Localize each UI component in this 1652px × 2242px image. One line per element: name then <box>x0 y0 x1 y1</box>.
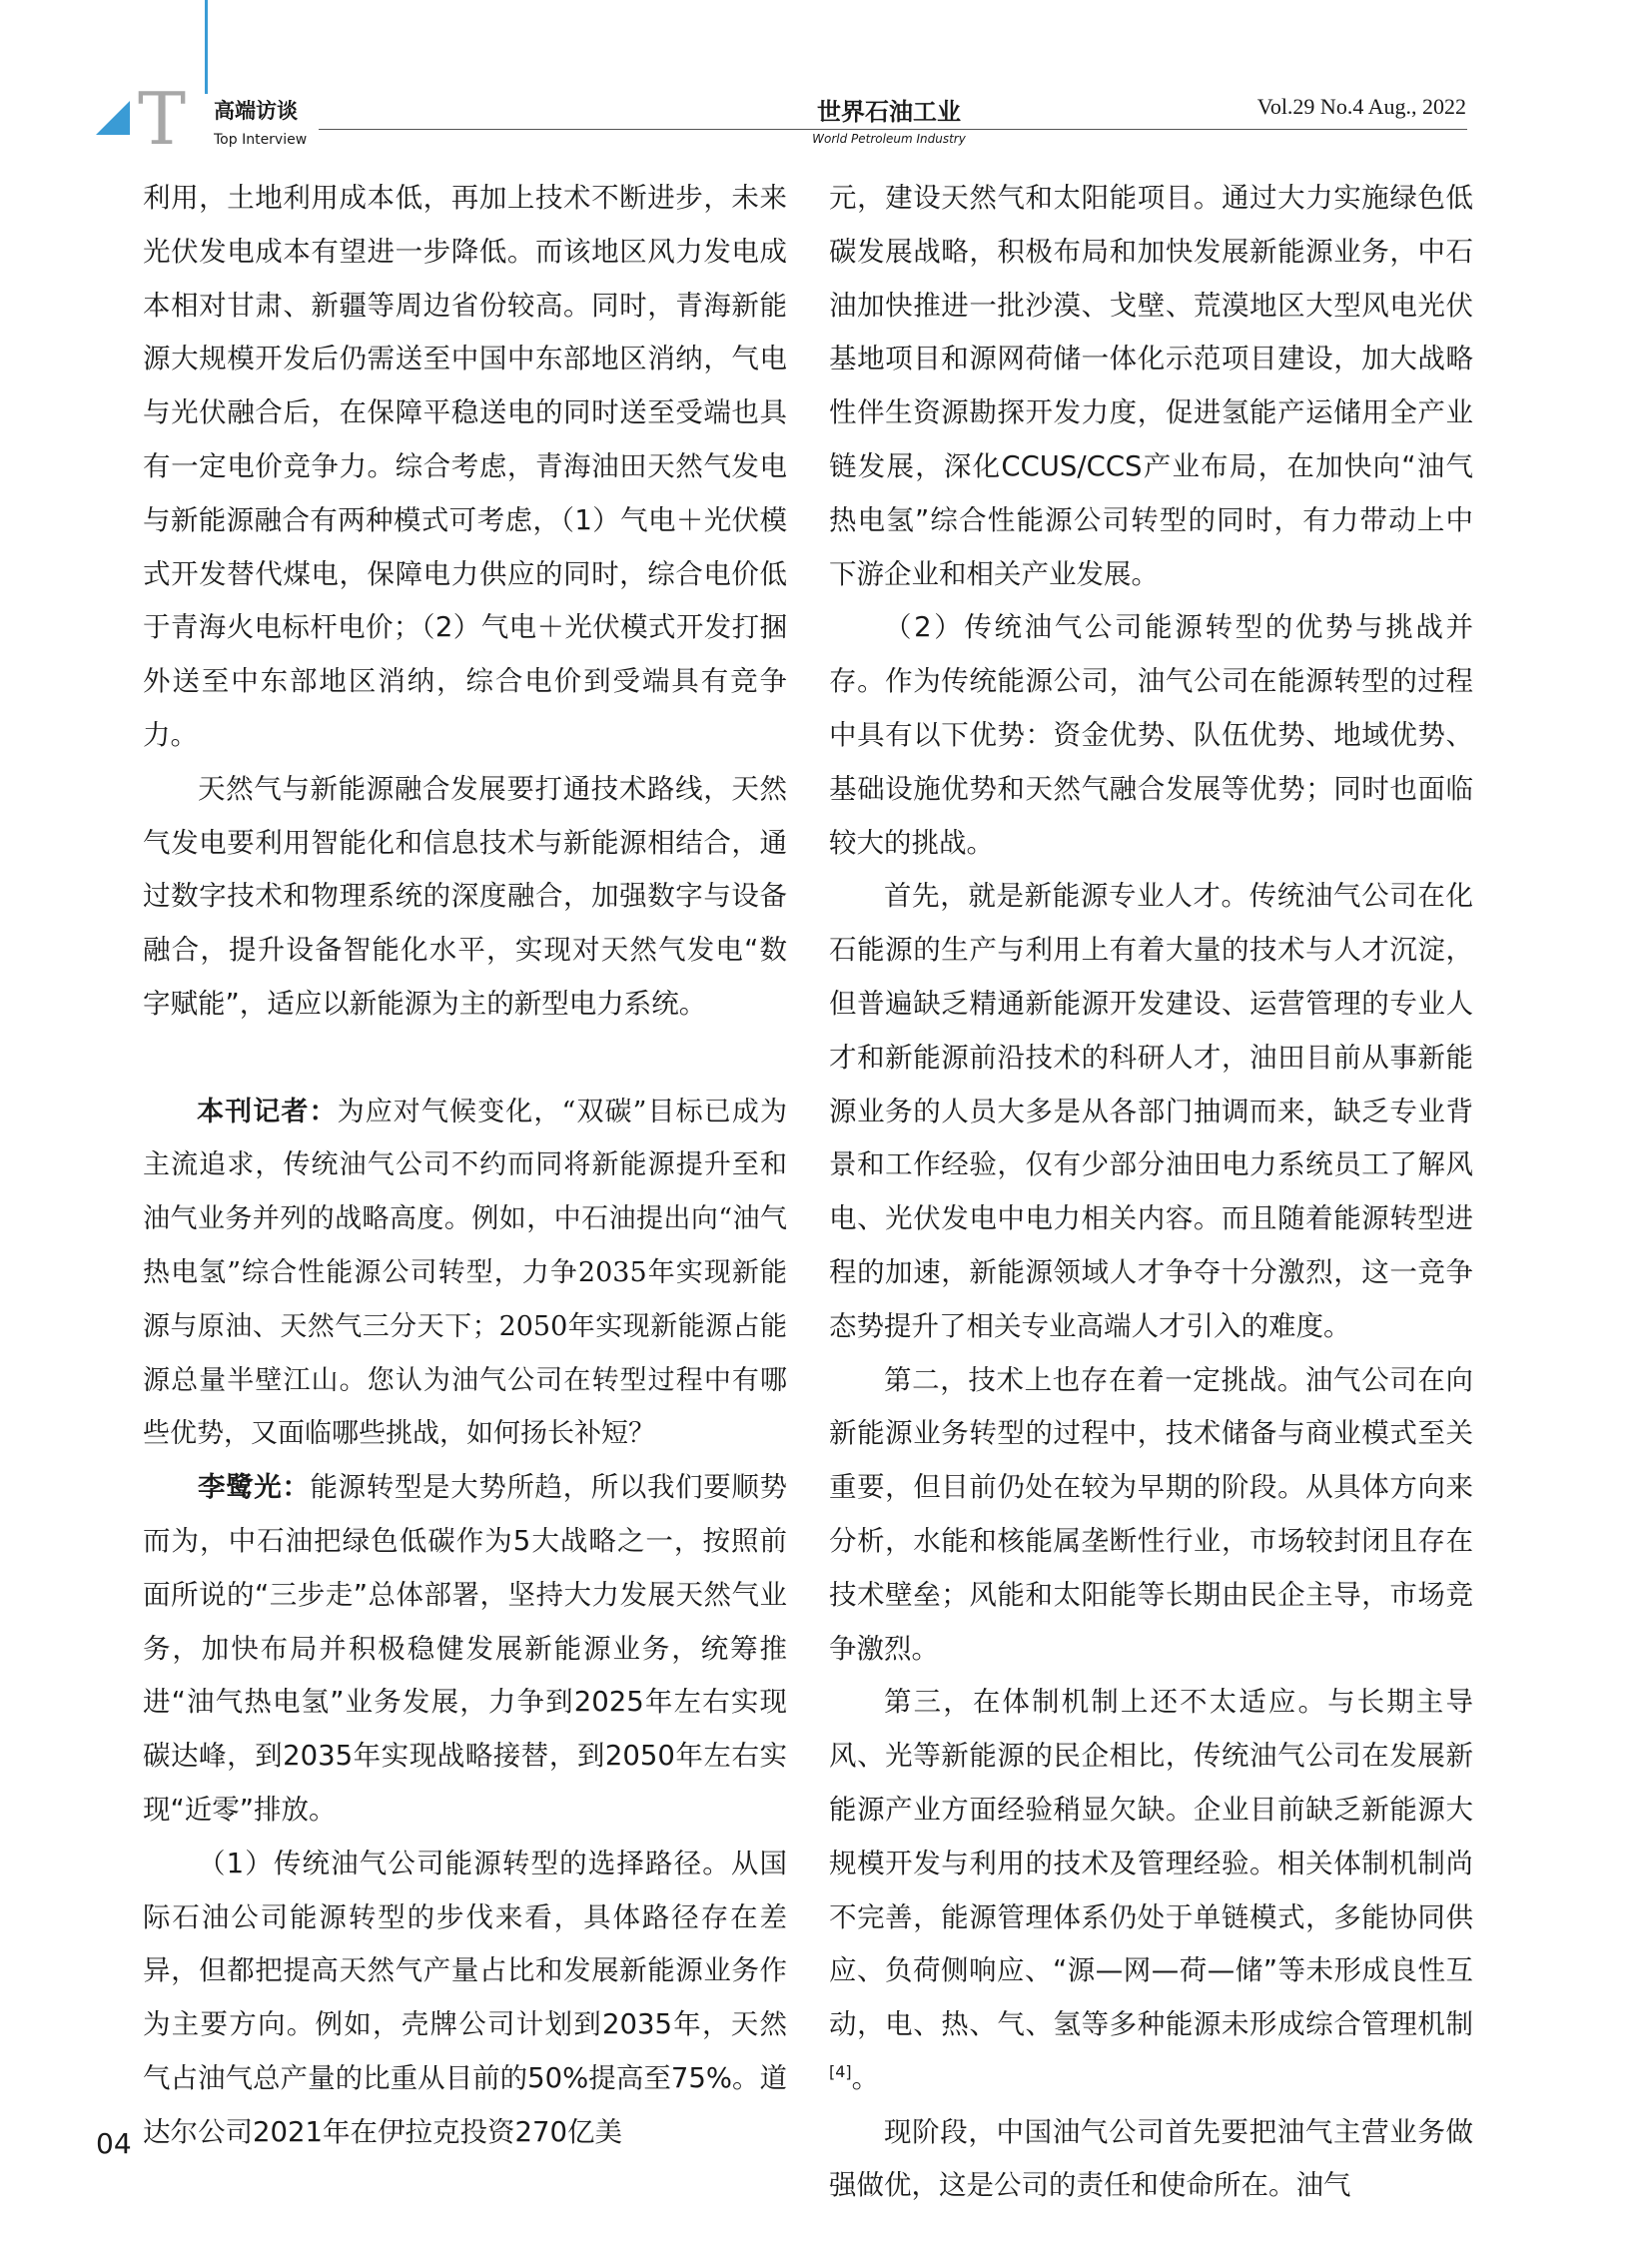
answer-text: 能源转型是大势所趋，所以我们要顺势而为，中石油把绿色低碳作为5大战略之一，按照前面所说的“三步走”总体部署，坚持大力发展天然气业务，加快布局并积极稳健发展新能源业务，统筹推进“油气热电氢”业务发展，力争到2025年左右实现碳达峰，到2035年实现战略接替，到2050年左右实现“近零”排放。 <box>143 1471 787 1826</box>
interviewee-label: 李鹭光： <box>198 1471 311 1504</box>
paragraph: 首先，就是新能源专业人才。传统油气公司在化石能源的生产与利用上有着大量的技术与人才沉淀，但普遍缺乏精通新能源开发建设、运营管理的专业人才和新能源前沿技术的科研人才，油田目前从事新能源业务的人员大多是从各部门抽调而来，缺乏专业背景和工作经验，仅有少部分油田电力系统员工了解风电、光伏发电中电力相关内容。而且随着能源转型进程的加速，新能源领域人才争夺十分激烈，这一竞争态势提升了相关专业高端人才引入的难度。 <box>829 880 1473 1342</box>
paragraph-text: 第三，在体制机制上还不太适应。与长期主导风、光等新能源的民企相比，传统油气公司在发展新能源产业方面经验稍显欠缺。企业目前缺乏新能源大规模开发与利用的技术及管理经验。相关体制机制尚不完善，能源管理体系仍处于单链模式，多能协同供应、负荷侧响应、“源—网—荷—储”等未形成良性互动，电、热、气、氢等多种能源未形成综合管理机制 <box>829 1686 1473 2041</box>
paragraph: 利用，土地利用成本低，再加上技术不断进步，未来光伏发电成本有望进一步降低。而该地区风力发电成本相对甘肃、新疆等周边省份较高。同时，青海新能源大规模开发后仍需送至中国中东部地区消纳，气电与光伏融合后，在保障平稳送电的同时送至受端也具有一定电价竞争力。综合考虑，青海油田天然气发电与新能源融合有两种模式可考虑，（1）气电＋光伏模式开发替代煤电，保障电力供应的同时，综合电价低于青海火电标杆电价；（2）气电＋光伏模式开发打捆外送至中东部地区消纳，综合电价到受端具有竞争力。 <box>143 182 787 751</box>
section-title-en: Top Interview <box>214 132 308 148</box>
answer-paragraph <box>143 1461 787 1838</box>
header-rule <box>319 129 1467 130</box>
paragraph-end: 。 <box>851 2061 880 2094</box>
question-text: 为应对气候变化，“双碳”目标已成为主流追求，传统油气公司不约而同将新能源提升至和油气业务并列的战略高度。例如，中石油提出向“油气热电氢”综合性能源公司转型，力争2035年实现新能源与原油、天然气三分天下；2050年实现新能源占能源总量半壁江山。您认为油气公司在转型过程中有哪些优势，又面临哪些挑战，如何扬长补短？ <box>143 1096 788 1450</box>
journal-title-en: World Petroleum Industry <box>812 132 966 146</box>
paragraph: 第二，技术上也存在着一定挑战。油气公司在向新能源业务转型的过程中，技术储备与商业模式至关重要，但目前仍处在较为早期的阶段。从具体方向来分析，水能和核能属垄断性行业，市场较封闭且存在技术壁垒；风能和太阳能等长期由民企主导，市场竞争激烈。 <box>829 1363 1473 1665</box>
right-column <box>829 172 1473 2213</box>
paragraph: 元，建设天然气和太阳能项目。通过大力实施绿色低碳发展战略，积极布局和加快发展新能源业务，中石油加快推进一批沙漠、戈壁、荒漠地区大型风电光伏基地项目和源网荷储一体化示范项目建设，加大战略性伴生资源勘探开发力度，促进氢能产运储用全产业链发展，深化CCUS/CCS产业布局，在加快向“油气热电氢”综合性能源公司转型的同时，有力带动上中下游企业和相关产业发展。 <box>829 182 1473 590</box>
section-title-cn: 高端访谈 <box>214 99 298 123</box>
paragraph: 现阶段，中国油气公司首先要把油气主营业务做强做优，这是公司的责任和使命所在。油气 <box>829 2115 1473 2202</box>
header-triangle-mark <box>96 101 130 135</box>
issue-info: Vol.29 No.4 Aug., 2022 <box>1256 94 1466 119</box>
journal-title-cn: 世界石油工业 <box>817 98 961 126</box>
citation-ref[interactable]: [4] <box>829 2061 852 2081</box>
header-logo-letter: T <box>138 77 187 161</box>
paragraph: 天然气与新能源融合发展要打通技术路线，天然气发电要利用智能化和信息技术与新能源相结合，通过数字技术和物理系统的深度融合，加强数字与设备融合，提升设备智能化水平，实现对天然气发电“数字赋能”，适应以新能源为主的新型电力系统。 <box>143 772 787 1020</box>
paragraph <box>829 1676 1473 2105</box>
interviewer-label: 本刊记者： <box>197 1096 338 1127</box>
question-paragraph <box>143 1086 787 1462</box>
paragraph: （2）传统油气公司能源转型的优势与挑战并存。作为传统能源公司，油气公司在能源转型的过程中具有以下优势：资金优势、队伍优势、地域优势、基础设施优势和天然气融合发展等优势；同时也面临较大的挑战。 <box>829 611 1473 859</box>
paragraph: （1）传统油气公司能源转型的选择路径。从国际石油公司能源转型的步伐来看，具体路径存在差异，但都把提高天然气产量占比和发展新能源业务作为主要方向。例如，壳牌公司计划到2035年，天然气占油气总产量的比重从目前的50%提高至75%。道达尔公司2021年在伊拉克投资270亿美 <box>143 1847 787 2148</box>
header-accent-line <box>205 0 208 94</box>
page-number: 04 <box>96 2127 132 2160</box>
left-column <box>143 172 787 2159</box>
